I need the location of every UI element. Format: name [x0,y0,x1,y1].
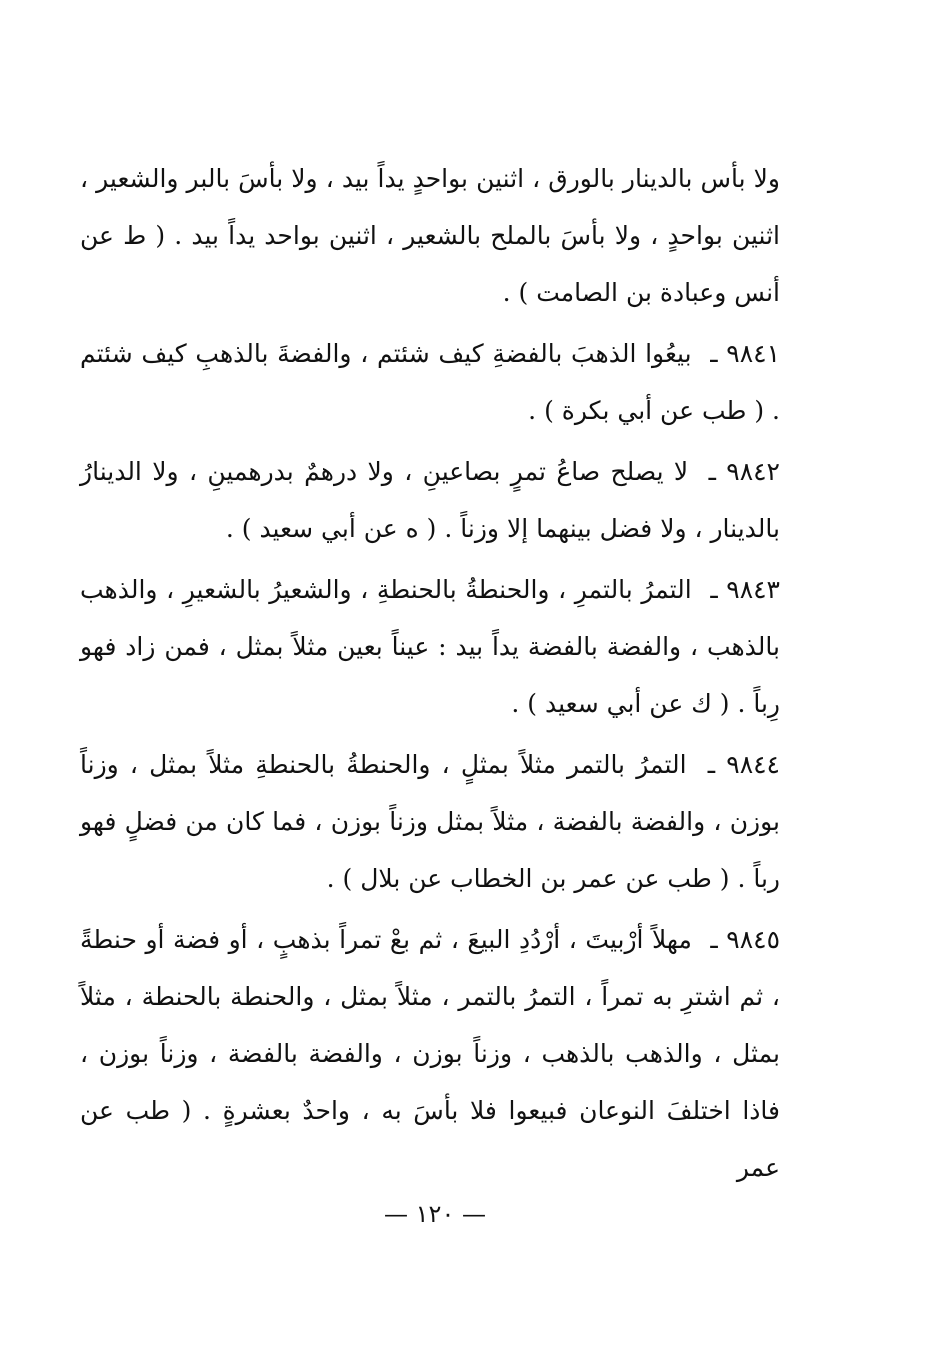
hadith-number: ٩٨٤٣ ـ [710,575,780,604]
paragraph-text: مهلاً أرْبيتَ ، أرْدُدِ البيعَ ، ثم بعْ تمراً بذهبٍ ، أو فضة أو حنطةً ، ثم اشترِ به تمراً ، التمرُ بالتمر ، مثلاً بمثل ، والحنطة بالحنطة ، مثلاً بمثل ، والذهب بالذهب ، وزناً بوزن ، والفضة بالفضة ، وزناً بوزن ، فاذا اختلفَ النوعان فبيعوا فلا بأسَ به ، واحدٌ بعشرةٍ . ( طب عن عمر [80,925,780,1182]
hadith-number: ٩٨٤١ ـ [710,339,780,368]
hadith-number: ٩٨٤٤ ـ [707,750,780,779]
paragraph-9845 [80,911,780,1196]
paragraph-text: التمرُ بالتمرِ ، والحنطةُ بالحنطةِ ، والشعيرُ بالشعيرِ ، والذهب بالذهب ، والفضة بالفضة يداً بيد : عيناً بعين مثلاً بمثل ، فمن زاد فهو رِباً . ( ك عن أبي سعيد ) . [80,575,780,718]
paragraph-9841 [80,325,780,439]
paragraph-9842 [80,443,780,557]
paragraph-9843 [80,561,780,732]
body-text [80,150,780,1200]
paragraph-text: لا يصلح صاعُ تمرٍ بصاعينِ ، ولا درهمٌ بدرهمينِ ، ولا الدينارُ بالدينار ، ولا فضل بينهما إلا وزناً . ( ه عن أبي سعيد ) . [80,457,780,543]
paragraph-9844 [80,736,780,907]
paragraph-continuation [80,150,780,321]
paragraph-text: بيعُوا الذهبَ بالفضةِ كيف شئتم ، والفضةَ بالذهبِ كيف شئتم . ( طب عن أبي بكرة ) . [80,339,780,425]
page-number: — ١٢٠ — [384,1200,486,1228]
hadith-number: ٩٨٤٥ ـ [710,925,780,954]
paragraph-text: التمرُ بالتمر مثلاً بمثلٍ ، والحنطةُ بالحنطةِ مثلاً بمثل ، وزناً بوزن ، والفضة بالفضة ، مثلاً بمثل وزناً بوزن ، فما كان من فضلٍ فهو رباً . ( طب عن عمر بن الخطاب عن بلال ) . [80,750,780,893]
hadith-number: ٩٨٤٢ ـ [708,457,780,486]
paragraph-text: ولا بأس بالدينار بالورق ، اثنين بواحدٍ يداً بيد ، ولا بأسَ بالبر والشعير ، اثنين بواحدٍ ، ولا بأسَ بالملح بالشعير ، اثنين بواحد يداً بيد . ( ط عن أنس وعبادة بن الصامت ) . [80,164,780,307]
